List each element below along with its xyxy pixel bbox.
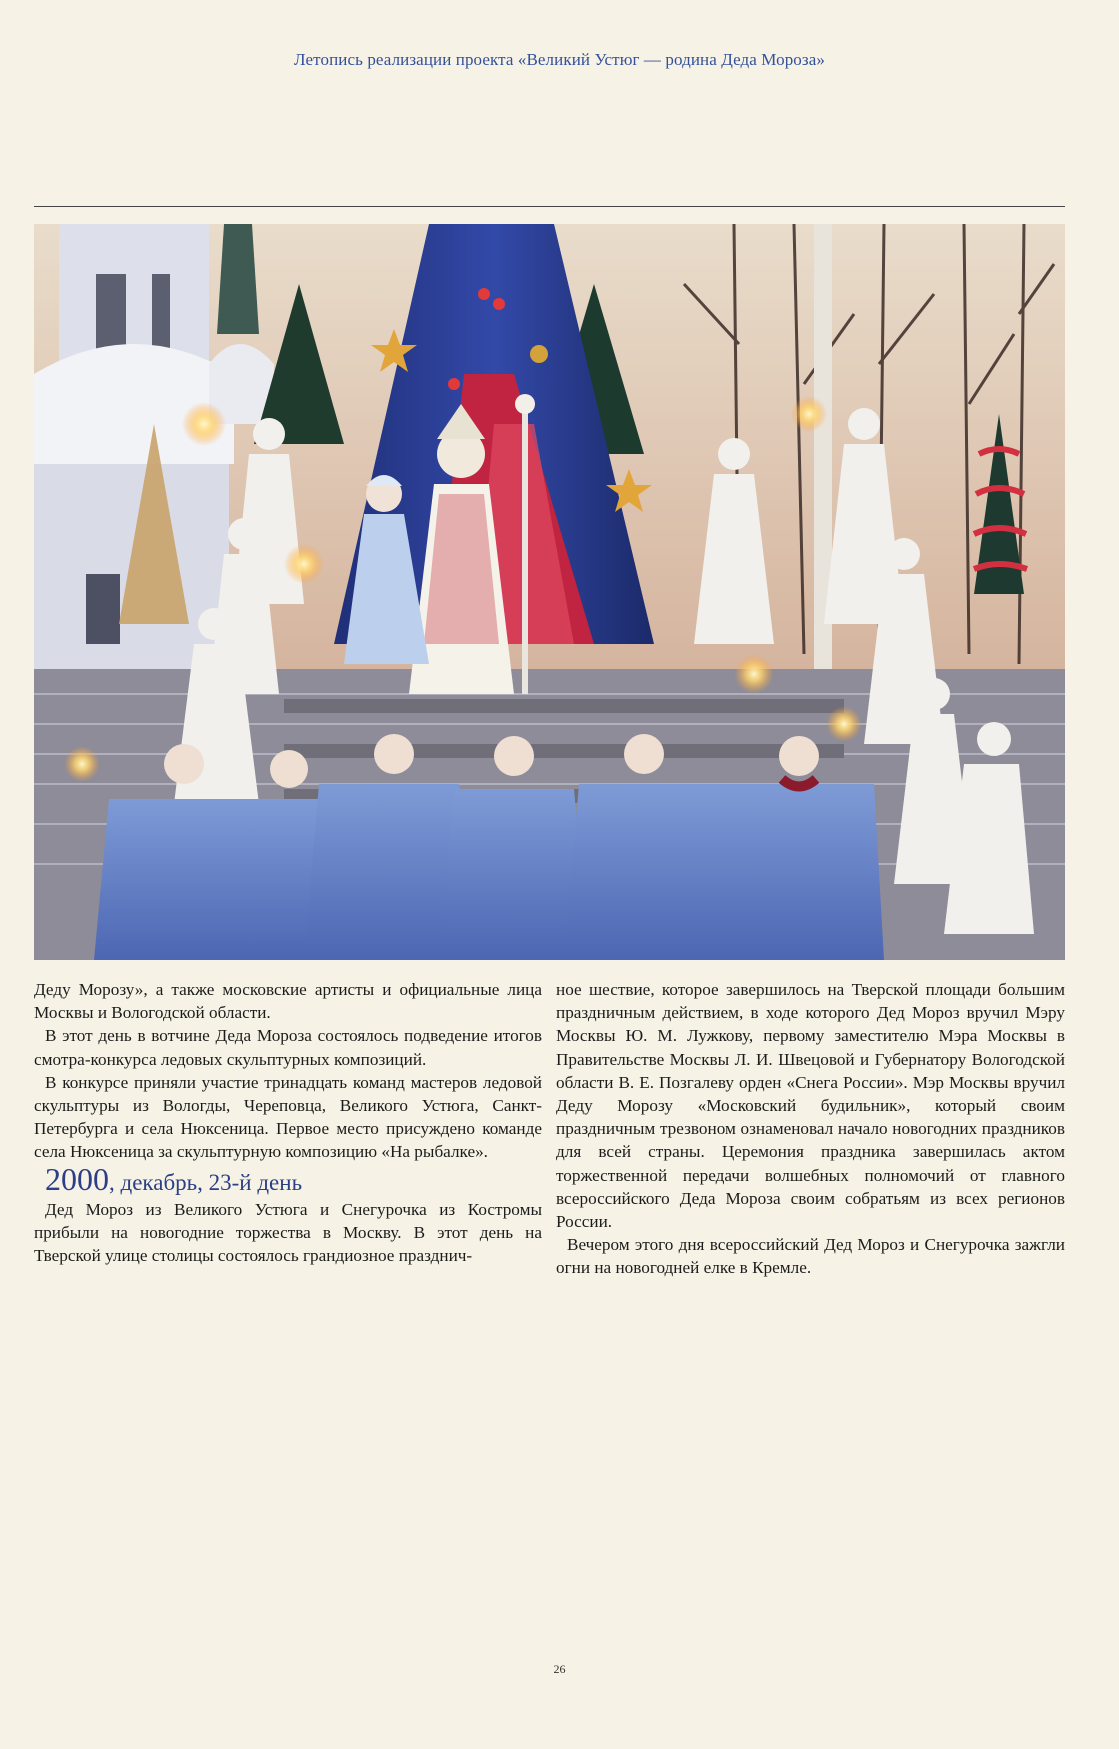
paragraph: Дед Мороз из Великого Устюга и Снегурочка из Костромы прибыли на новогодние торжества в Москву. В этот день на Тверской улице столицы состоялось грандиозное празднич- — [34, 1199, 542, 1266]
birch-trunk — [814, 224, 832, 724]
page-number: 26 — [553, 1662, 566, 1676]
paragraph: В этот день в вотчине Деда Мороза состоялось подведение итогов смотра-конкурса ледовых скульптурных композиций. — [34, 1026, 542, 1069]
header-rule — [34, 206, 1065, 207]
running-head: Летопись реализации проекта «Великий Устюг — родина Деда Мороза» — [294, 50, 825, 69]
paragraph: Вечером этого дня всероссийский Дед Мороз и Снегурочка зажгли огни на новогодней елке в Кремле. — [556, 1235, 1065, 1278]
date-heading-year: 2000 — [45, 1160, 109, 1197]
date-heading — [34, 1160, 542, 1198]
paragraph: Деду Морозу», а также московские артисты и официальные лица Москвы и Вологодской области. — [34, 980, 542, 1023]
left-text-column — [34, 978, 542, 1267]
right-text-column — [556, 978, 1065, 1280]
date-heading-rest: , декабрь, 23-й день — [109, 1169, 303, 1195]
festival-photo-illustration — [34, 224, 1065, 960]
paragraph: В конкурсе приняли участие тринадцать команд мастеров ледовой скульптуры из Вологды, Череповца, Великого Устюга, Санкт-Петербурга и села Нюксеница. Первое место присуждено команде села Нюксеница за скульптурную композицию «На рыбалке». — [34, 1072, 542, 1162]
paragraph: ное шествие, которое завершилось на Тверской площади большим праздничным действием, в ходе которого Дед Мороз вручил Мэру Москвы Ю. М. Лужкову, первому заместителю Мэра Москвы в Правительстве Москвы Л. И. Швецовой и Губернатору Вологодской области В. Е. Позгалеву орден «Снега России». Мэр Москвы вручил Деду Морозу «Московский будильник», который своим праздничным трезвоном ознаменовал начало новогодних праздников для всей страны. Церемония праздника завершилась актом торжественной передачи волшебных полномочий от главного всероссийского Деда Мороза своим собратьям из всех регионов России. — [556, 980, 1065, 1232]
festival-photo — [34, 224, 1065, 960]
